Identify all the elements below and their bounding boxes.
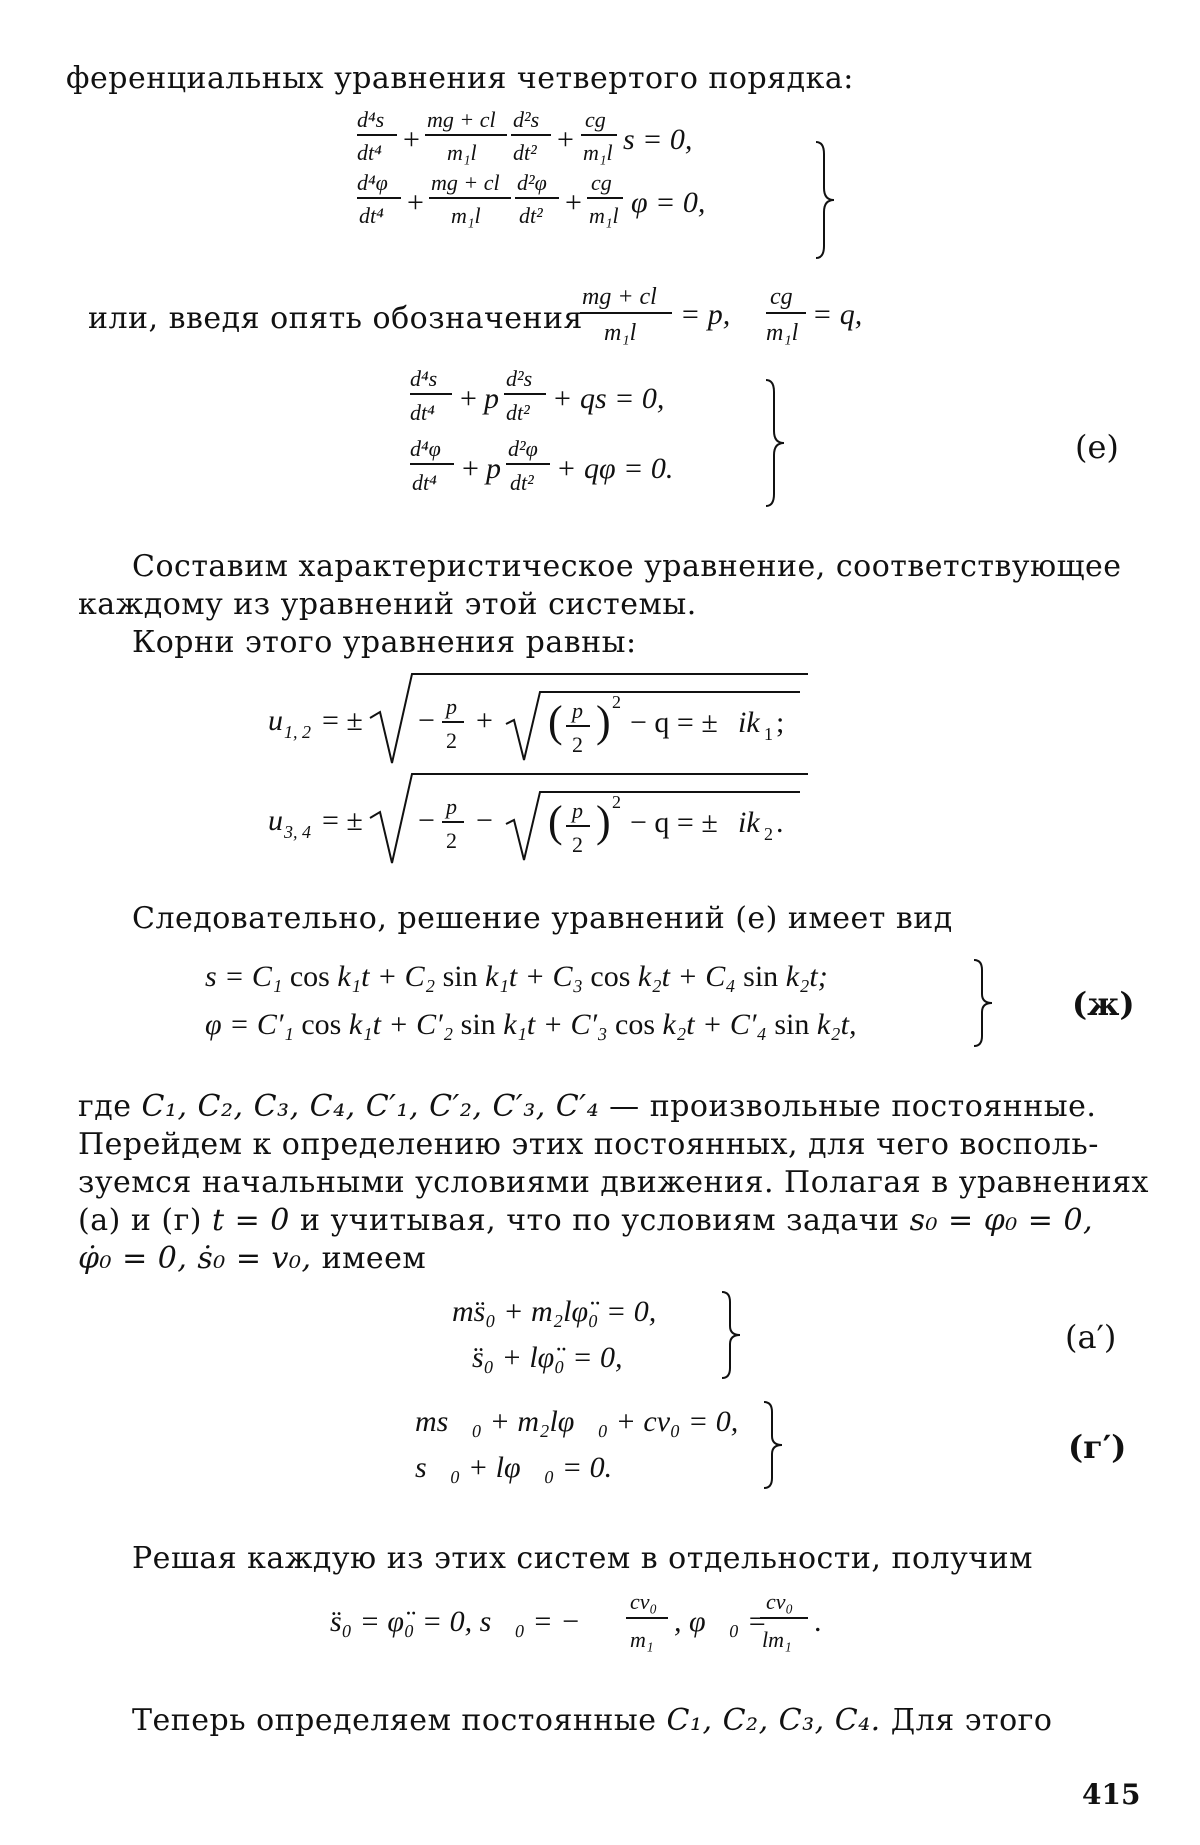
svg-text:φ = C′₁ cos k₁t + C′₂ sin k₁t: φ = C′₁ cos k₁t + C′₂ sin k₁t + C′₃ cos k₂t + C′₄ sin k₂t, (205, 1008, 857, 1041)
svg-text:dt⁴: dt⁴ (412, 470, 437, 495)
roots-u12 (268, 668, 968, 768)
page-number: 415 (1082, 1778, 1141, 1811)
svg-text:m₁l: m₁l (447, 140, 477, 165)
svg-text:s⃛₀ + lφ⃛₀ = 0.: s⃛₀ + lφ⃛₀ = 0. (415, 1451, 613, 1484)
svg-text:m₁l: m₁l (604, 320, 637, 346)
svg-text:+: + (407, 186, 424, 219)
svg-text:mg + cl: mg + cl (427, 107, 496, 132)
constants-line-2: Перейдем к определению этих постоянных, для чего восполь- (78, 1127, 1099, 1162)
svg-text:−: − (418, 704, 435, 737)
solution-intro: Следовательно, решение уравнений (e) имеет вид (132, 901, 953, 936)
svg-text:ik: ik (738, 806, 760, 839)
svg-text:(: ( (548, 697, 563, 746)
where-word: где (78, 1089, 132, 1124)
constants-c1-c4: C₁, C₂, C₃, C₄. (666, 1703, 881, 1738)
svg-text:(: ( (548, 797, 563, 846)
constants-list: C₁, C₂, C₃, C₄, C′₁, C′₂, C′₃, C′₄ (141, 1089, 600, 1124)
svg-text:2: 2 (612, 692, 621, 712)
system-zh (205, 950, 995, 1050)
arbitrary-constants: — произвольные постоянные. (609, 1089, 1097, 1124)
svg-text:s = 0,: s = 0, (623, 123, 693, 156)
svg-text:;: ; (776, 706, 785, 739)
svg-text:mg + cl: mg + cl (582, 284, 657, 310)
system-e (408, 360, 748, 505)
svg-text:p: p (486, 452, 501, 485)
t-zero: t = 0 (212, 1203, 290, 1238)
svg-text:m₁: m₁ (630, 1627, 654, 1652)
system-e-brace (762, 378, 792, 508)
equation-tag-zh: (ж) (1072, 985, 1135, 1023)
svg-text:mg + cl: mg + cl (431, 170, 500, 195)
svg-text:qφ = 0.: qφ = 0. (584, 452, 674, 485)
svg-text:2: 2 (764, 824, 773, 844)
svg-text:u: u (268, 704, 283, 737)
eq-refs: (а) и (г) (78, 1203, 202, 1238)
determine-constants-line (132, 1702, 1052, 1740)
svg-text:+: + (557, 123, 574, 156)
characteristic-line-2: каждому из уравнений этой системы. (78, 587, 697, 622)
svg-text:= ±: = ± (322, 804, 363, 837)
svg-text:dt²: dt² (506, 400, 530, 425)
system-brace (812, 140, 842, 260)
svg-text:−: − (476, 804, 493, 837)
constants-line-3: зуемся начальными условиями движения. Полагая в уравнениях (78, 1165, 1149, 1200)
constants-line-1 (78, 1088, 1096, 1126)
svg-text:.: . (776, 806, 784, 839)
svg-text:p: p (446, 794, 457, 819)
svg-text:dt⁴: dt⁴ (357, 140, 382, 165)
characteristic-line-1: Составим характеристическое уравнение, соответствующее (132, 549, 1122, 584)
svg-text:2: 2 (446, 828, 457, 853)
svg-text:qs = 0,: qs = 0, (580, 382, 665, 415)
svg-text:d⁴φ: d⁴φ (410, 436, 441, 461)
svg-text:p: p (572, 798, 583, 823)
derived-initial-values (330, 1585, 870, 1665)
svg-text:= ±: = ± (322, 704, 363, 737)
svg-text:d²s: d²s (513, 107, 540, 132)
svg-text:+: + (462, 452, 479, 485)
paragraph-characteristic (132, 548, 1122, 586)
svg-text:s̈₀ = φ̈₀ = 0, s⃛₀ = −: s̈₀ = φ̈₀ = 0, s⃛₀ = − (330, 1605, 581, 1638)
fourth-order-system (355, 105, 735, 230)
svg-text:cv₀: cv₀ (766, 1589, 794, 1614)
svg-text:d⁴s: d⁴s (410, 366, 438, 391)
svg-text:2: 2 (572, 732, 583, 757)
constants-line-4 (78, 1202, 1093, 1240)
svg-text:cg: cg (585, 107, 606, 132)
svg-text:ik: ik (738, 706, 760, 739)
svg-text:u: u (268, 804, 283, 837)
svg-text:dt⁴: dt⁴ (359, 203, 384, 228)
initial-s-phi: s₀ = φ₀ = 0, (909, 1203, 1094, 1238)
svg-text:2: 2 (572, 832, 583, 857)
roots-intro: Корни этого уравнения равны: (132, 625, 637, 660)
now-text: Теперь определяем постоянные (132, 1703, 657, 1738)
svg-text:.: . (814, 1605, 822, 1638)
system-a-prime-brace (718, 1290, 748, 1380)
system-a-prime (452, 1285, 722, 1380)
equation-tag-e: (е) (1075, 428, 1119, 466)
conditions-text: и учитывая, что по условиям задачи (299, 1203, 900, 1238)
svg-text:s̈₀ + lφ̈₀ = 0,: s̈₀ + lφ̈₀ = 0, (472, 1341, 623, 1374)
system-g-prime (415, 1395, 745, 1490)
svg-text:m₁l: m₁l (766, 320, 799, 346)
initial-velocities: φ̇₀ = 0, ṡ₀ = v₀, (78, 1241, 312, 1276)
intro-line: ференциальных уравнения четвертого порядка: (66, 61, 854, 96)
svg-text:m₁l: m₁l (589, 203, 619, 228)
svg-text:p: p (446, 694, 457, 719)
svg-text:ms̈₀ + m₂lφ̈₀ = 0,: ms̈₀ + m₂lφ̈₀ = 0, (452, 1295, 657, 1328)
roots-u34 (268, 768, 968, 868)
constants-line-5 (78, 1240, 426, 1278)
svg-text:p: p (484, 382, 499, 415)
svg-text:+: + (558, 452, 575, 485)
svg-text:dt²: dt² (510, 470, 534, 495)
svg-text:cg: cg (591, 170, 612, 195)
svg-text:− q = ±: − q = ± (630, 706, 718, 739)
svg-text:s = C₁ cos k₁t + C₂ sin k₁t +: s = C₁ cos k₁t + C₂ sin k₁t + C₃ cos k₂t + C₄ sin k₂t; (205, 960, 828, 993)
equation-tag-a-prime: (а′) (1065, 1318, 1117, 1356)
svg-text:3, 4: 3, 4 (284, 822, 311, 842)
system-zh-brace (970, 958, 1000, 1048)
svg-text:1: 1 (764, 724, 773, 744)
svg-text:cg: cg (770, 284, 793, 310)
svg-text:ms⃛₀ + m₂lφ⃛₀ + cv₀ = 0,: ms⃛₀ + m₂lφ⃛₀ + cv₀ = 0, (415, 1405, 739, 1438)
svg-text:2: 2 (612, 792, 621, 812)
notation-intro: или, введя опять обозначения (88, 301, 583, 336)
svg-text:dt⁴: dt⁴ (410, 400, 435, 425)
svg-text:d⁴s: d⁴s (357, 107, 385, 132)
system-g-prime-brace (760, 1400, 790, 1490)
svg-text:cv₀: cv₀ (630, 1589, 658, 1614)
svg-text:dt²: dt² (513, 140, 537, 165)
svg-text:lm₁: lm₁ (762, 1627, 792, 1652)
svg-text:+: + (476, 704, 493, 737)
svg-text:+: + (460, 382, 477, 415)
svg-text:− q = ±: − q = ± (630, 806, 718, 839)
svg-text:+: + (403, 123, 420, 156)
svg-text:= p,: = p, (680, 298, 731, 331)
we-have: имеем (321, 1241, 427, 1276)
for-this: Для этого (890, 1703, 1053, 1738)
svg-text:d²φ: d²φ (508, 436, 538, 461)
svg-text:+: + (554, 382, 571, 415)
svg-text:2: 2 (446, 728, 457, 753)
svg-text:): ) (596, 697, 611, 746)
equation-tag-g-prime: (г′) (1068, 1428, 1127, 1466)
svg-text:m₁l: m₁l (451, 203, 481, 228)
svg-text:1, 2: 1, 2 (284, 722, 311, 742)
svg-text:d²s: d²s (506, 366, 533, 391)
svg-text:+: + (565, 186, 582, 219)
svg-text:m₁l: m₁l (583, 140, 613, 165)
svg-text:φ = 0,: φ = 0, (631, 186, 706, 219)
svg-text:p: p (572, 698, 583, 723)
solving-intro: Решая каждую из этих систем в отдельности, получим (132, 1541, 1033, 1576)
notation-definitions (572, 280, 902, 355)
svg-text:): ) (596, 797, 611, 846)
svg-text:−: − (418, 804, 435, 837)
svg-text:d²φ: d²φ (517, 170, 547, 195)
svg-text:dt²: dt² (519, 203, 543, 228)
svg-text:= q,: = q, (812, 298, 863, 331)
svg-text:, φ⃛₀ =: , φ⃛₀ = (674, 1605, 768, 1638)
svg-text:d⁴φ: d⁴φ (357, 170, 388, 195)
